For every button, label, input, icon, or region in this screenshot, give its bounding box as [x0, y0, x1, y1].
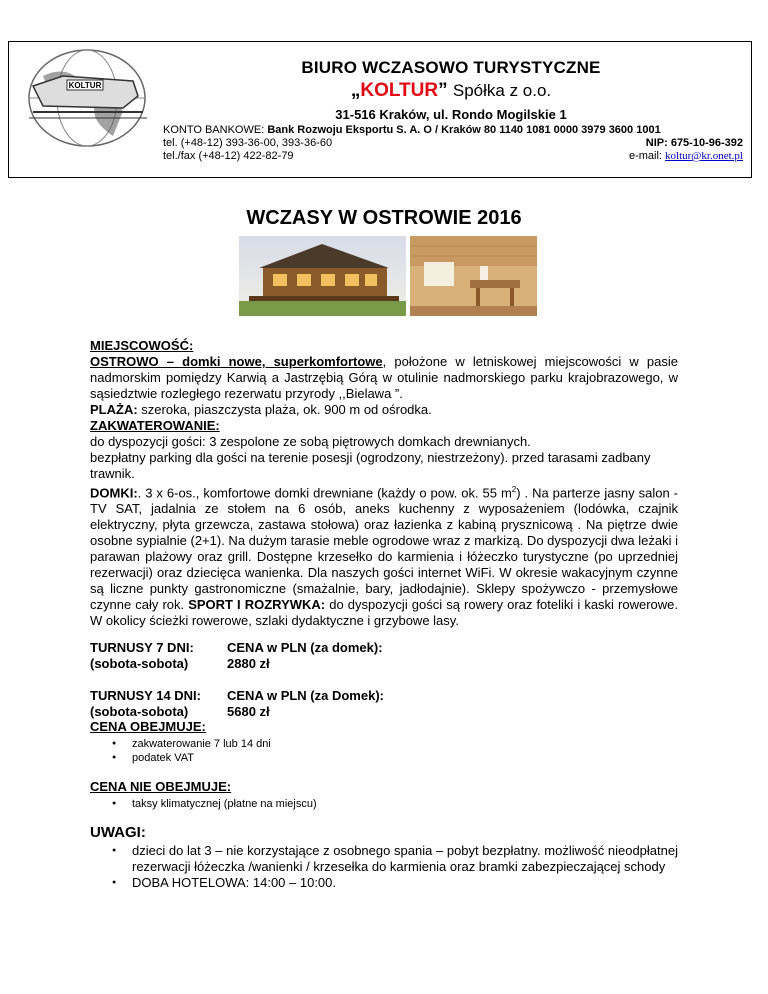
cena-nie-obejmuje-list — [90, 797, 678, 811]
uwagi-list — [90, 843, 678, 891]
cena-nie-obejmuje-heading: CENA NIE OBEJMUJE: — [90, 779, 232, 794]
price-14: 5680 zł — [227, 704, 270, 719]
list-item: ● dzieci do lat 3 – nie korzystające z osobnego spania – pobyt bezpłatny. możliwość nieodpłatnej rezerwacji łóżeczka /wanienki / krzesełka do karmienia oraz bramki zabezpieczającej schody — [132, 843, 678, 875]
bank-account: KONTO BANKOWE: Bank Rozwoju Eksportu S. A. O / Kraków 80 1140 1081 0000 3979 3600 1001 — [163, 124, 661, 136]
offer-title: WCZASY W OSTROWIE 2016 — [246, 207, 522, 229]
uwagi-heading: UWAGI: — [90, 824, 146, 841]
zakwaterowanie-line-1: do dyspozycji gości: 3 zespolone ze sobą piętrowych domkach drewnianych. — [90, 434, 531, 449]
email: e-mail: koltur@kr.onet.pl — [628, 150, 743, 162]
list-item: ● podatek VAT — [132, 751, 678, 765]
company-suffix: Spółka z o.o. — [452, 81, 552, 100]
cottage-interior-photo — [410, 236, 537, 316]
cottage-exterior-photo — [239, 236, 406, 316]
office-name: BIURO WCZASOWO TURYSTYCZNE — [301, 58, 601, 77]
logo-text: KOLTUR — [68, 81, 102, 90]
plaza-paragraph: PLAŻA: szeroka, piaszczysta plaża, ok. 900 m od ośrodka. — [90, 402, 432, 417]
turnus-14: TURNUSY 14 DNI: (sobota-sobota) CENA w PLN (za Domek): 5680 zł — [90, 688, 384, 719]
brand-name: KOLTUR — [360, 80, 439, 101]
nip: NIP: 675-10-96-392 — [645, 137, 743, 149]
letterhead — [8, 41, 752, 178]
zakwaterowanie-line-2: bezpłatny parking dla gości na terenie posesji (ogrodzony, niestrzeżony). przed tarasami zadbany trawnik. — [90, 450, 651, 481]
miejscowosc-heading: MIEJSCOWOŚĆ: — [90, 338, 194, 353]
list-item: ● DOBA HOTELOWA: 14:00 – 10:00. — [132, 875, 678, 891]
zakwaterowanie-heading: ZAKWATEROWANIE: — [90, 418, 220, 433]
domki-paragraph: DOMKI:. 3 x 6-os., komfortowe domki drewniane (każdy o pow. ok. 55 $m^2$) . Na parterze jasny salon - TV SAT, jadalnia ze stołem na 6 osób, aneks kuchenny z wyposażeniem (lodówka, czajnik elektryczny, płyta grzewcza, zastawa stołowa) oraz łazienka z kabiną prysznicową . Na piętrze dwie osobne sypialnie (2+1). Na dużym tarasie meble ogrodowe wraz z markizą. Do dyspozycji dwa leżaki i parawan plażowy oraz grill. Dostępne krzesełko do karmienia i łóżeczko turystyczne (po uprzedniej rezerwacji) oraz dziecięca wanienka. Dla naszych gości internet WiFi. W okresie wakacyjnym czynne są liczne punkty gastronomiczne (smażalnie, bary, jadłodajnie). Sklepy spożywczo - przemysłowe czynne cały rok. SPORT I ROZRYWKA: do dyspozycji gości są rowery oraz foteliki i kaski rowerowe. W okolicy ścieżki rowerowe, szlaki dydaktyczne i grzybowe lasy. — [90, 485, 678, 629]
turnus-7: TURNUSY 7 DNI: (sobota-sobota) CENA w PLN (za domek): 2880 zł — [90, 640, 383, 671]
company-name: „KOLTUR” Spółka z o.o. — [350, 80, 552, 101]
cena-obejmuje-list — [90, 737, 678, 765]
koltur-logo — [23, 46, 151, 151]
email-link[interactable]: koltur@kr.onet.pl — [665, 150, 743, 162]
description — [90, 338, 678, 629]
price-7: 2880 zł — [227, 656, 270, 671]
cena-obejmuje-heading: CENA OBEJMUJE: — [90, 719, 206, 734]
contact-line-2 — [163, 150, 743, 163]
address: 31-516 Kraków, ul. Rondo Mogilskie 1 — [335, 107, 567, 122]
contact-line-1 — [163, 137, 743, 150]
telephone: tel. (+48-12) 393-36-00, 393-36-60 — [163, 137, 333, 149]
ostrowo-paragraph: OSTROWO – domki nowe, superkomfortowe, położone w letniskowej miejscowości w pasie nadmorskim pomiędzy Karwią a Jastrzębią Górą w otulinie nadmorskiego parku krajobrazowego, w sąsiedztwie rozległego rezerwatu przyrody ,,Bielawa ”. — [90, 354, 678, 401]
list-item: ● zakwaterowanie 7 lub 14 dni — [132, 737, 678, 751]
fax: tel./fax (+48-12) 422-82-79 — [163, 150, 294, 162]
list-item: ● taksy klimatycznej (płatne na miejscu) — [132, 797, 678, 811]
